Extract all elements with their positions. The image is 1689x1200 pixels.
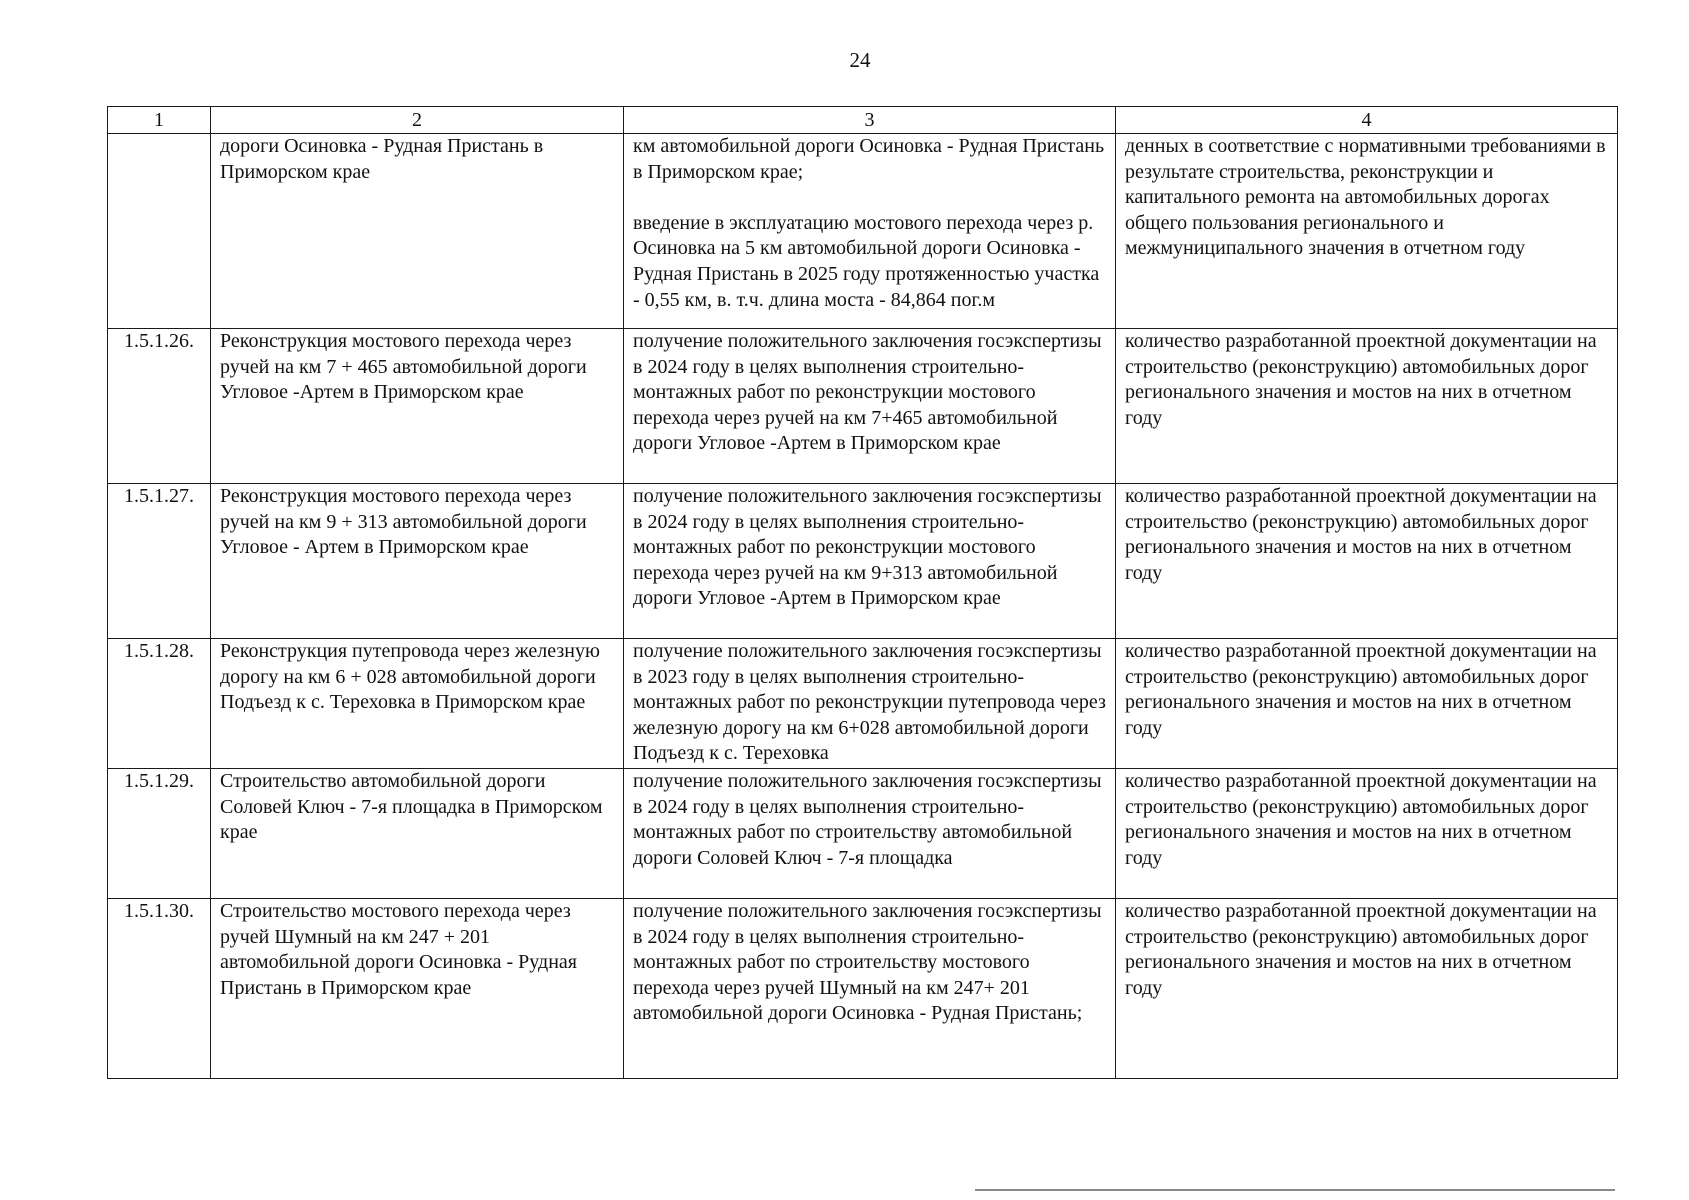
- table-row: [108, 134, 1618, 329]
- indicator: количество разработанной проектной документации на строительство (реконструкцию) автомобильных дорог регионального значения и мостов на них в отчетном году: [1116, 329, 1618, 484]
- indicator: количество разработанной проектной документации на строительство (реконструкцию) автомобильных дорог регионального значения и мостов на них в отчетном году: [1116, 484, 1618, 639]
- row-number: 1.5.1.29.: [108, 769, 211, 899]
- result-paragraph: введение в эксплуатацию мостового перехода через р. Осиновка на 5 км автомобильной дороги Осиновка - Рудная Пристань в 2025 году протяженностью участка - 0,55 км, в. т.ч. длина моста - 84,864 пог.м: [633, 211, 1100, 311]
- measure-name: Реконструкция мостового перехода через ручей на км 9 + 313 автомобильной дороги Угловое - Артем в Приморском крае: [211, 484, 624, 639]
- expected-result: получение положительного заключения госэкспертизы в 2024 году в целях выполнения строительно-монтажных работ по реконструкции мостового перехода через ручей на км 7+465 автомобильной дороги Угловое -Артем в Приморском крае: [624, 329, 1116, 484]
- column-header: 4: [1116, 107, 1618, 134]
- expected-result: получение положительного заключения госэкспертизы в 2024 году в целях выполнения строительно-монтажных работ по реконструкции мостового перехода через ручей на км 9+313 автомобильной дороги Угловое -Артем в Приморском крае: [624, 484, 1116, 639]
- indicator: денных в соответствие с нормативными требованиями в результате строительства, реконструкции и капитального ремонта на автомобильных дорогах общего пользования регионального и межмуниципального значения в отчетном году: [1116, 134, 1618, 329]
- column-header: 1: [108, 107, 211, 134]
- row-number: 1.5.1.28.: [108, 639, 211, 769]
- column-header: 2: [211, 107, 624, 134]
- table-row: [108, 484, 1618, 639]
- measure-name: дороги Осиновка - Рудная Пристань в Приморском крае: [211, 134, 624, 329]
- measure-name: Строительство автомобильной дороги Соловей Ключ - 7-я площадка в Приморском крае: [211, 769, 624, 899]
- page-number: 24: [849, 48, 871, 72]
- table-row: [108, 329, 1618, 484]
- measures-table: [107, 106, 1618, 1079]
- indicator: количество разработанной проектной документации на строительство (реконструкцию) автомобильных дорог регионального значения и мостов на них в отчетном году: [1116, 639, 1618, 769]
- expected-result: получение положительного заключения госэкспертизы в 2024 году в целях выполнения строительно-монтажных работ по строительству мостового перехода через ручей Шумный на км 247+ 201 автомобильной дороги Осиновка - Рудная Пристань;: [624, 899, 1116, 1079]
- expected-result: [624, 134, 1116, 329]
- indicator: количество разработанной проектной документации на строительство (реконструкцию) автомобильных дорог регионального значения и мостов на них в отчетном году: [1116, 769, 1618, 899]
- expected-result: получение положительного заключения госэкспертизы в 2023 году в целях выполнения строительно-монтажных работ по реконструкции путепровода через железную дорогу на км 6+028 автомобильной дороги Подъезд к с. Тереховка: [624, 639, 1116, 769]
- table-header-row: [108, 107, 1618, 134]
- table-row: [108, 639, 1618, 769]
- row-number: 1.5.1.27.: [108, 484, 211, 639]
- scan-edge-line: [975, 1189, 1615, 1191]
- row-number: [108, 134, 211, 329]
- table-row: [108, 769, 1618, 899]
- table-row: [108, 899, 1618, 1079]
- result-paragraph: км автомобильной дороги Осиновка - Рудная Пристань в Приморском крае;: [633, 135, 1105, 183]
- measure-name: Реконструкция путепровода через железную дорогу на км 6 + 028 автомобильной дороги Подъезд к с. Тереховка в Приморском крае: [211, 639, 624, 769]
- measure-name: Строительство мостового перехода через ручей Шумный на км 247 + 201 автомобильной дороги Осиновка - Рудная Пристань в Приморском крае: [211, 899, 624, 1079]
- indicator: количество разработанной проектной документации на строительство (реконструкцию) автомобильных дорог регионального значения и мостов на них в отчетном году: [1116, 899, 1618, 1079]
- column-header: 3: [624, 107, 1116, 134]
- row-number: 1.5.1.26.: [108, 329, 211, 484]
- row-number: 1.5.1.30.: [108, 899, 211, 1079]
- measure-name: Реконструкция мостового перехода через ручей на км 7 + 465 автомобильной дороги Угловое -Артем в Приморском крае: [211, 329, 624, 484]
- expected-result: получение положительного заключения госэкспертизы в 2024 году в целях выполнения строительно-монтажных работ по строительству автомобильной дороги Соловей Ключ - 7-я площадка: [624, 769, 1116, 899]
